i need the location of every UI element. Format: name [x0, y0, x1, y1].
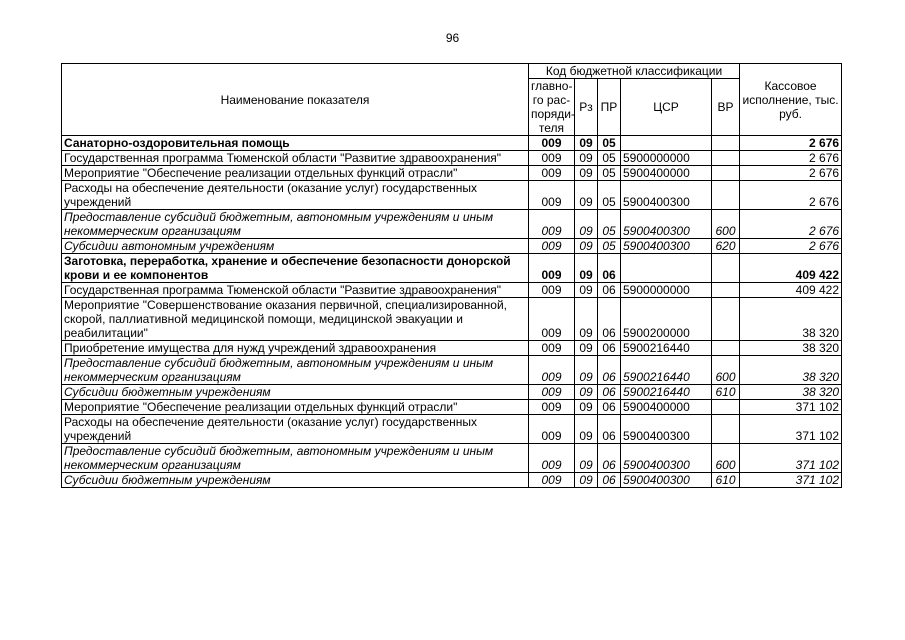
table-row — [62, 136, 842, 151]
row-sum: 2 676 — [740, 210, 842, 239]
row-sum: 38 320 — [740, 385, 842, 400]
row-pr: 06 — [598, 356, 621, 385]
row-name: Предоставление субсидий бюджетным, автономным учреждениям и иным некоммерческим организациям — [62, 210, 529, 239]
row-csr: 5900400300 — [621, 415, 712, 444]
row-csr: 5900400300 — [621, 210, 712, 239]
row-name: Мероприятие "Обеспечение реализации отдельных функций отрасли" — [62, 166, 529, 181]
budget-table — [61, 63, 842, 488]
table-row — [62, 400, 842, 415]
row-rz: 09 — [575, 151, 598, 166]
row-name: Государственная программа Тюменской области "Развитие здравоохранения" — [62, 151, 529, 166]
table-row — [62, 356, 842, 385]
row-vr: 610 — [712, 473, 740, 488]
row-name: Предоставление субсидий бюджетным, автономным учреждениям и иным некоммерческим организациям — [62, 356, 529, 385]
table-row — [62, 166, 842, 181]
table-row — [62, 473, 842, 488]
row-vr — [712, 400, 740, 415]
row-pr: 05 — [598, 166, 621, 181]
row-csr: 5900000000 — [621, 283, 712, 298]
row-vr: 600 — [712, 444, 740, 473]
row-glav: 009 — [529, 254, 575, 283]
row-sum: 409 422 — [740, 254, 842, 283]
row-vr — [712, 181, 740, 210]
table-row — [62, 181, 842, 210]
row-vr: 600 — [712, 356, 740, 385]
row-pr: 06 — [598, 341, 621, 356]
row-glav: 009 — [529, 151, 575, 166]
row-sum: 2 676 — [740, 151, 842, 166]
row-name: Заготовка, переработка, хранение и обеспечение безопасности донорской крови и ее компонентов — [62, 254, 529, 283]
table-row — [62, 254, 842, 283]
row-pr: 06 — [598, 473, 621, 488]
row-csr: 5900216440 — [621, 385, 712, 400]
row-rz: 09 — [575, 400, 598, 415]
row-csr — [621, 254, 712, 283]
header-pr: ПР — [598, 79, 621, 136]
row-glav: 009 — [529, 415, 575, 444]
row-rz: 09 — [575, 473, 598, 488]
row-rz: 09 — [575, 254, 598, 283]
row-rz: 09 — [575, 283, 598, 298]
row-vr — [712, 166, 740, 181]
page-number: 96 — [445, 31, 460, 45]
row-vr — [712, 341, 740, 356]
row-vr — [712, 298, 740, 341]
row-pr: 06 — [598, 254, 621, 283]
table-row — [62, 444, 842, 473]
row-vr: 600 — [712, 210, 740, 239]
row-sum: 38 320 — [740, 298, 842, 341]
row-glav: 009 — [529, 166, 575, 181]
row-pr: 05 — [598, 181, 621, 210]
row-pr: 05 — [598, 210, 621, 239]
row-csr: 5900400300 — [621, 444, 712, 473]
row-glav: 009 — [529, 444, 575, 473]
row-sum: 371 102 — [740, 473, 842, 488]
row-sum: 2 676 — [740, 239, 842, 254]
row-rz: 09 — [575, 341, 598, 356]
table-row — [62, 415, 842, 444]
row-name: Расходы на обеспечение деятельности (оказание услуг) государственных учреждений — [62, 181, 529, 210]
row-rz: 09 — [575, 444, 598, 473]
table-row — [62, 298, 842, 341]
row-sum: 371 102 — [740, 444, 842, 473]
row-csr: 5900400300 — [621, 239, 712, 254]
row-name: Приобретение имущества для нужд учреждений здравоохранения — [62, 341, 529, 356]
table-row — [62, 210, 842, 239]
row-vr — [712, 254, 740, 283]
row-vr: 610 — [712, 385, 740, 400]
row-glav: 009 — [529, 239, 575, 254]
row-vr — [712, 283, 740, 298]
row-name: Мероприятие "Совершенствование оказания первичной, специализированной, скорой, паллиативной медицинской помощи, медицинской эвакуации и реабилитации" — [62, 298, 529, 341]
row-glav: 009 — [529, 356, 575, 385]
row-csr — [621, 136, 712, 151]
row-glav: 009 — [529, 298, 575, 341]
row-glav: 009 — [529, 473, 575, 488]
row-pr: 05 — [598, 239, 621, 254]
row-vr — [712, 415, 740, 444]
row-csr: 5900216440 — [621, 356, 712, 385]
row-csr: 5900400300 — [621, 473, 712, 488]
row-vr — [712, 136, 740, 151]
row-pr: 06 — [598, 415, 621, 444]
header-rz: Рз — [575, 79, 598, 136]
row-glav: 009 — [529, 385, 575, 400]
row-glav: 009 — [529, 181, 575, 210]
row-pr: 05 — [598, 151, 621, 166]
row-glav: 009 — [529, 341, 575, 356]
row-glav: 009 — [529, 136, 575, 151]
row-name: Субсидии автономным учреждениям — [62, 239, 529, 254]
row-sum: 371 102 — [740, 400, 842, 415]
row-sum: 2 676 — [740, 136, 842, 151]
row-vr — [712, 151, 740, 166]
row-pr: 06 — [598, 385, 621, 400]
row-vr: 620 — [712, 239, 740, 254]
row-pr: 06 — [598, 283, 621, 298]
header-glav: главно-го рас-поряди-теля — [529, 79, 575, 136]
row-name: Расходы на обеспечение деятельности (оказание услуг) государственных учреждений — [62, 415, 529, 444]
row-name: Субсидии бюджетным учреждениям — [62, 385, 529, 400]
row-rz: 09 — [575, 136, 598, 151]
table-row — [62, 239, 842, 254]
row-name: Санаторно-оздоровительная помощь — [62, 136, 529, 151]
table-row — [62, 341, 842, 356]
table-row — [62, 385, 842, 400]
row-pr: 05 — [598, 136, 621, 151]
row-sum: 409 422 — [740, 283, 842, 298]
row-sum: 38 320 — [740, 341, 842, 356]
row-rz: 09 — [575, 385, 598, 400]
row-rz: 09 — [575, 166, 598, 181]
header-name: Наименование показателя — [62, 64, 529, 136]
row-csr: 5900000000 — [621, 151, 712, 166]
row-csr: 5900400300 — [621, 181, 712, 210]
row-sum: 2 676 — [740, 166, 842, 181]
row-rz: 09 — [575, 298, 598, 341]
row-name: Предоставление субсидий бюджетным, автономным учреждениям и иным некоммерческим организациям — [62, 444, 529, 473]
row-csr: 5900200000 — [621, 298, 712, 341]
row-rz: 09 — [575, 210, 598, 239]
header-vr: ВР — [712, 79, 740, 136]
row-rz: 09 — [575, 181, 598, 210]
row-csr: 5900400000 — [621, 166, 712, 181]
row-rz: 09 — [575, 239, 598, 254]
table-row — [62, 151, 842, 166]
header-csr: ЦСР — [621, 79, 712, 136]
row-sum: 38 320 — [740, 356, 842, 385]
row-csr: 5900400000 — [621, 400, 712, 415]
row-name: Мероприятие "Обеспечение реализации отдельных функций отрасли" — [62, 400, 529, 415]
row-glav: 009 — [529, 210, 575, 239]
row-csr: 5900216440 — [621, 341, 712, 356]
row-rz: 09 — [575, 356, 598, 385]
row-name: Субсидии бюджетным учреждениям — [62, 473, 529, 488]
row-rz: 09 — [575, 415, 598, 444]
row-glav: 009 — [529, 283, 575, 298]
table-row — [62, 283, 842, 298]
row-pr: 06 — [598, 400, 621, 415]
row-glav: 009 — [529, 400, 575, 415]
row-pr: 06 — [598, 298, 621, 341]
row-name: Государственная программа Тюменской области "Развитие здравоохранения" — [62, 283, 529, 298]
row-sum: 2 676 — [740, 181, 842, 210]
row-pr: 06 — [598, 444, 621, 473]
header-sum: Кассовое исполнение, тыс. руб. — [740, 64, 842, 136]
row-sum: 371 102 — [740, 415, 842, 444]
header-code-group: Код бюджетной классификации — [529, 64, 740, 79]
